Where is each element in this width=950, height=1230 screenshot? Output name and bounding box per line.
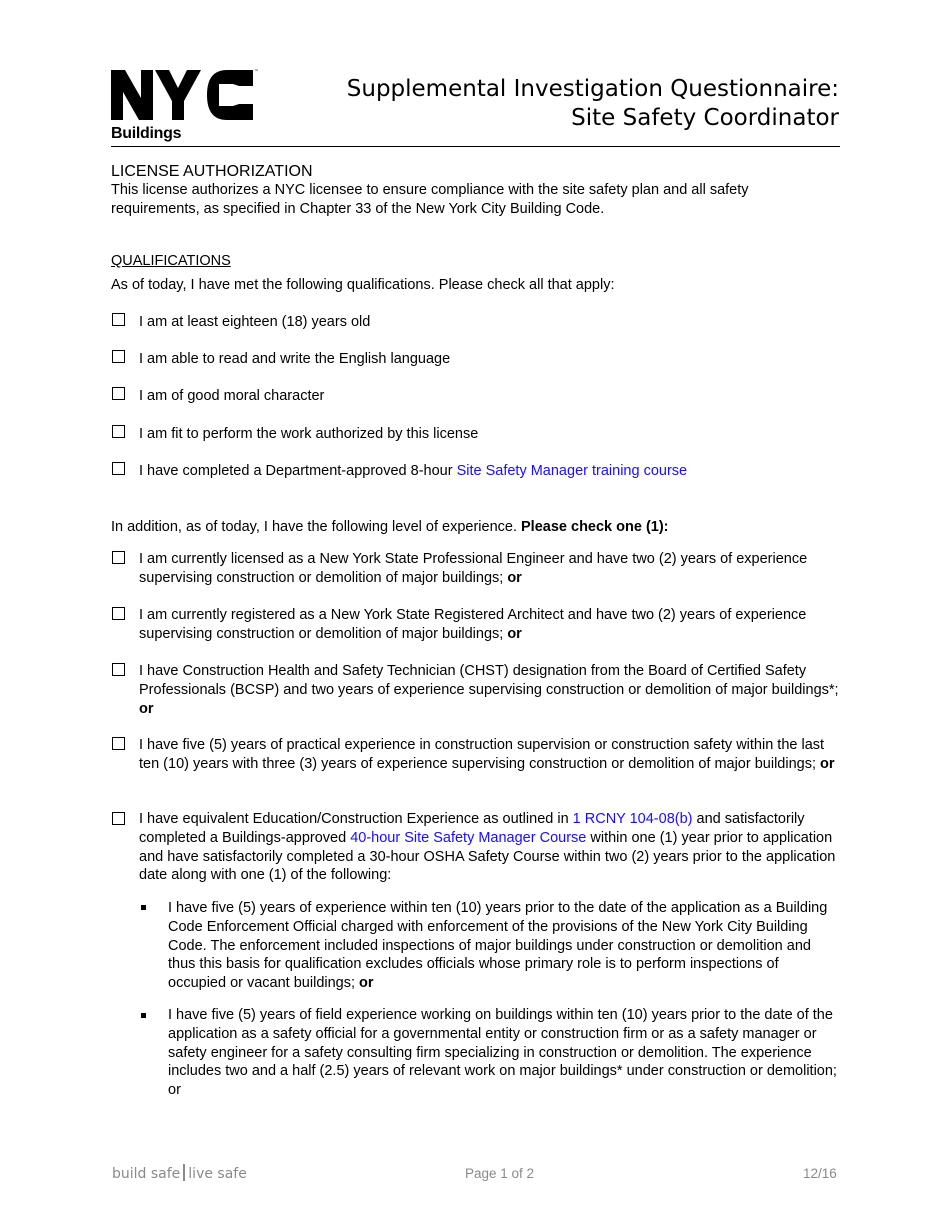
- option-chst: [139, 662, 839, 718]
- option-practical-text: I have five (5) years of practical experience in construction supervision or construction safety within the last ten (10) years with three (3) years of experience supervising construction or demolition of major buildings;: [139, 737, 825, 772]
- qualifications-heading: QUALIFICATIONS: [111, 253, 231, 269]
- page-title: [347, 75, 839, 133]
- option-ra-text: I am currently registered as a New York State Registered Architect and have two (2) years of experience supervising construction or demolition of major buildings;: [139, 607, 807, 642]
- license-heading: LICENSE AUTHORIZATION: [111, 163, 313, 180]
- training-course-link[interactable]: Site Safety Manager training course: [456, 463, 688, 479]
- experience-intro: [111, 518, 841, 537]
- experience-intro-text: In addition, as of today, I have the following level of experience.: [111, 519, 522, 535]
- or-label: or: [507, 569, 522, 586]
- checkbox-practical-experience[interactable]: [112, 737, 125, 750]
- title-line-2: Site Safety Coordinator: [571, 105, 839, 131]
- sub-option-code-enforcement-text: I have five (5) years of experience within ten (10) years prior to the date of the application as a Building Code Enforcement Official charged with enforcement of the provisions of the New York City Building Code. The enforcement included inspections of major buildings under construction or demolition and thus this basis for qualification excludes officials whose primary role is to perform inspections of occupied or vacant buildings;: [168, 900, 828, 992]
- slogan-divider: [183, 1164, 185, 1181]
- option-equivalent-text-c: within one (1) year prior to application and have satisfactorily completed a 30-hour OSHA Safety Course within two (2) years prior to the application date along with one (1) of the following:: [139, 829, 836, 884]
- experience-intro-bold: Please check one (1):: [521, 519, 669, 535]
- checkbox-ra[interactable]: [112, 607, 125, 620]
- checkbox-equivalent-experience[interactable]: [112, 812, 125, 825]
- qualification-age: I am at least eighteen (18) years old: [139, 314, 371, 330]
- qualification-fit: I am fit to perform the work authorized by this license: [139, 426, 479, 442]
- qualification-training: [139, 462, 839, 481]
- bullet-icon: [141, 905, 146, 910]
- option-equivalent-experience: [139, 810, 839, 885]
- checkbox-fit[interactable]: [112, 425, 125, 438]
- slogan-left: build safe: [112, 1166, 181, 1182]
- qualification-english: I am able to read and write the English language: [139, 351, 451, 367]
- footer-slogan: [112, 1164, 247, 1182]
- checkbox-chst[interactable]: [112, 663, 125, 676]
- or-label: or: [820, 755, 835, 772]
- checkbox-moral-character[interactable]: [112, 387, 125, 400]
- ssm-course-link[interactable]: 40-hour Site Safety Manager Course: [350, 829, 587, 846]
- option-pe-text: I am currently licensed as a New York State Professional Engineer and have two (2) years of experience supervising construction or demolition of major buildings;: [139, 551, 808, 586]
- option-equivalent-text-b: and satisfactorily completed a Buildings-approved: [139, 811, 805, 846]
- license-text: This license authorizes a NYC licensee to ensure compliance with the site safety plan and all safety requirements, as specified in Chapter 33 of the New York City Building Code.: [111, 182, 749, 217]
- sub-option-field-experience: I have five (5) years of field experience working on buildings within ten (10) years prior to the date of the application as a safety official for a governmental entity or construction firm or as a safety manager or safety engineer for a safety consulting firm specializing in construction or demolition. The experience includes two and a half (2.5) years of relevant work on major buildings* under construction or demolition; or: [168, 1007, 837, 1099]
- option-practical-experience: [139, 736, 839, 774]
- option-chst-text: I have Construction Health and Safety Technician (CHST) designation from the Board of Certified Safety Professionals (BCSP) and two years of experience supervising construction or demolition of major buildings*;: [139, 663, 839, 698]
- form-date: 12/16: [803, 1166, 837, 1181]
- title-line-1: Supplemental Investigation Questionnaire:: [346, 76, 839, 102]
- qualification-moral-character: I am of good moral character: [139, 388, 325, 404]
- sub-option-code-enforcement: [168, 899, 840, 993]
- option-registered-architect: [139, 606, 839, 644]
- checkbox-age[interactable]: [112, 313, 125, 326]
- bullet-icon: [141, 1013, 146, 1018]
- header-divider: [111, 146, 840, 147]
- qualification-training-text: I have completed a Department-approved 8-hour: [139, 463, 457, 479]
- logo-subtext: Buildings: [111, 125, 182, 142]
- checkbox-english[interactable]: [112, 350, 125, 363]
- page-number: Page 1 of 2: [465, 1166, 535, 1181]
- option-equivalent-text-a: I have equivalent Education/Construction Experience as outlined in: [139, 811, 573, 827]
- svg-text:™: ™: [254, 69, 259, 75]
- or-label: or: [507, 625, 522, 642]
- or-label: or: [359, 975, 374, 992]
- rcny-link[interactable]: 1 RCNY 104-08(b): [572, 811, 693, 827]
- checkbox-training[interactable]: [112, 462, 125, 475]
- option-professional-engineer: [139, 550, 839, 588]
- qualifications-intro: As of today, I have met the following qualifications. Please check all that apply:: [111, 277, 615, 293]
- checkbox-pe[interactable]: [112, 551, 125, 564]
- slogan-right: live safe: [188, 1166, 247, 1182]
- or-label: or: [139, 700, 154, 717]
